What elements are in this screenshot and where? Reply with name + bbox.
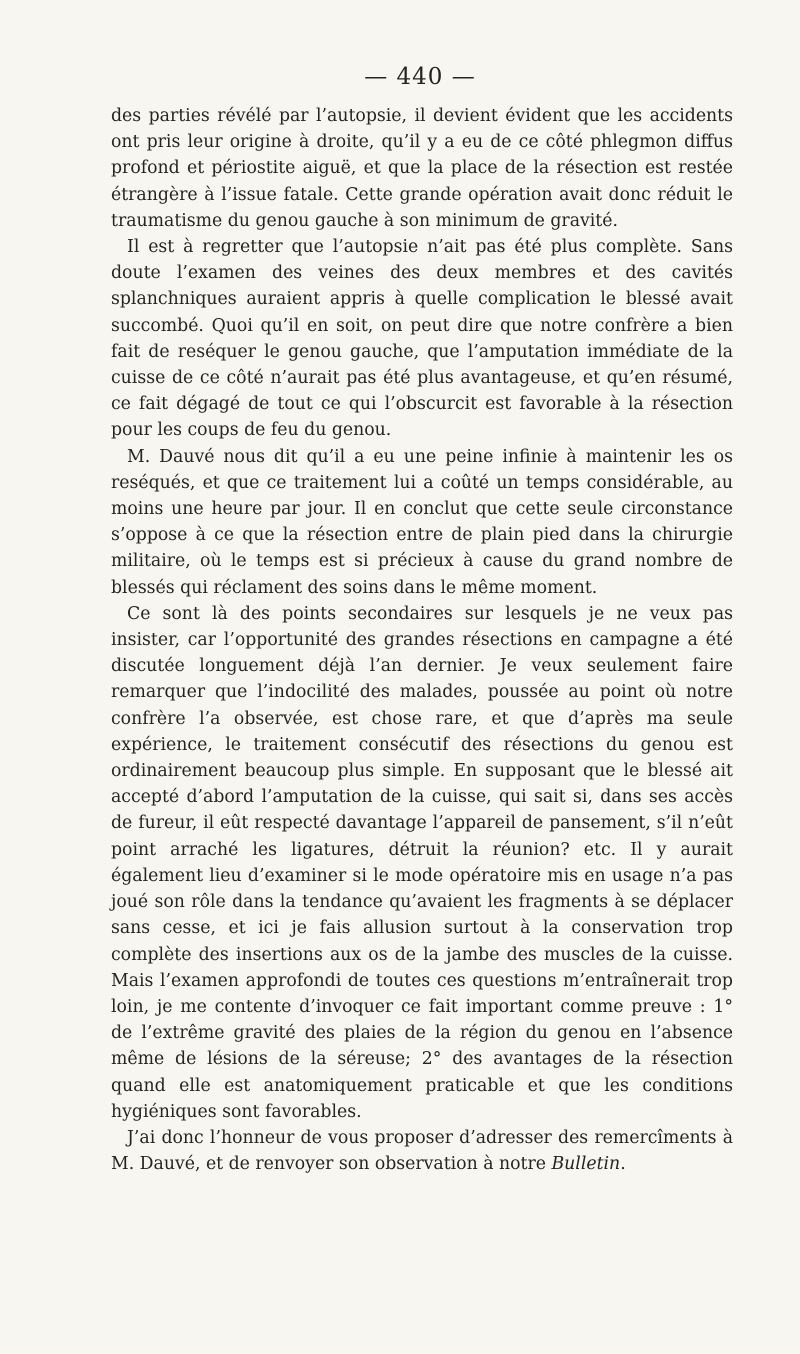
paragraph-2: Il est à regretter que l’autopsie n’ait pas été plus complète. Sans doute l’examen des veines des deux membres et des cavités splanchniques auraient appris à quelle complication le blessé avait succombé. Quoi qu’il en soit, on peut dire que notre confrère a bien fait de reséquer le genou gauche, que l’amputation immédiate de la cuisse de ce côté n’aurait pas été plus avantageuse, et qu’en résumé, ce fait dégagé de tout ce qui l’obscurcit est favorable à la résection pour les coups de feu du genou. <box>111 237 733 441</box>
bulletin-title: Bulletin <box>551 1154 621 1175</box>
paragraph-5 <box>111 1125 733 1177</box>
body-text <box>111 103 733 1177</box>
paragraph-5-text: J’ai donc l’honneur de vous proposer d’adresser des remercîments à M. Dauvé, et de renvoyer son observation à notre <box>111 1127 733 1175</box>
paragraph-5-end: . <box>620 1154 626 1175</box>
paragraph-1: des parties révélé par l’autopsie, il devient évident que les accidents ont pris leur origine à droite, qu’il y a eu de ce côté phlegmon diffus profond et périostite aiguë, et que la place de la résection est restée étrangère à l’issue fatale. Cette grande opération avait donc réduit le traumatisme du genou gauche à son minimum de gravité. <box>111 106 733 231</box>
paragraph-3: M. Dauvé nous dit qu’il a eu une peine infinie à maintenir les os reséqués, et que ce traitement lui a coûté un temps considérable, au moins une heure par jour. Il en conclut que cette seule circonstance s’oppose à ce que la résection entre de plain pied dans la chirurgie militaire, où le temps est si précieux à cause du grand nombre de blessés qui réclament des soins dans le même moment. <box>111 446 733 598</box>
page-number: — 440 — <box>364 64 476 90</box>
paragraph-4: Ce sont là des points secondaires sur lesquels je ne veux pas insister, car l’opportunité des grandes résections en campagne a été discutée longuement déjà l’an dernier. Je veux seulement faire remarquer que l’indocilité des malades, poussée au point où notre confrère l’a observée, est chose rare, et que d’après ma seule expérience, le traitement consécutif des résections du genou est ordinairement beaucoup plus simple. En supposant que le blessé ait accepté d’abord l’amputation de la cuisse, qui sait si, dans ses accès de fureur, il eût respecté davantage l’appareil de pansement, s’il n’eût point arraché les ligatures, détruit la réunion? etc. Il y aurait également lieu d’examiner si le mode opératoire mis en usage n’a pas joué son rôle dans la tendance qu’avaient les fragments à se déplacer sans cesse, et ici je fais allusion surtout à la conservation trop complète des insertions aux os de la jambe des muscles de la cuisse. Mais l’examen approfondi de toutes ces questions m’entraînerait trop loin, je me contente d’invoquer ce fait important comme preuve : 1° de l’extrême gravité des plaies de la région du genou en l’absence même de lésions de la séreuse; 2° des avantages de la résection quand elle est anatomiquement praticable et que les conditions hygiéniques sont favorables. <box>111 603 733 1122</box>
